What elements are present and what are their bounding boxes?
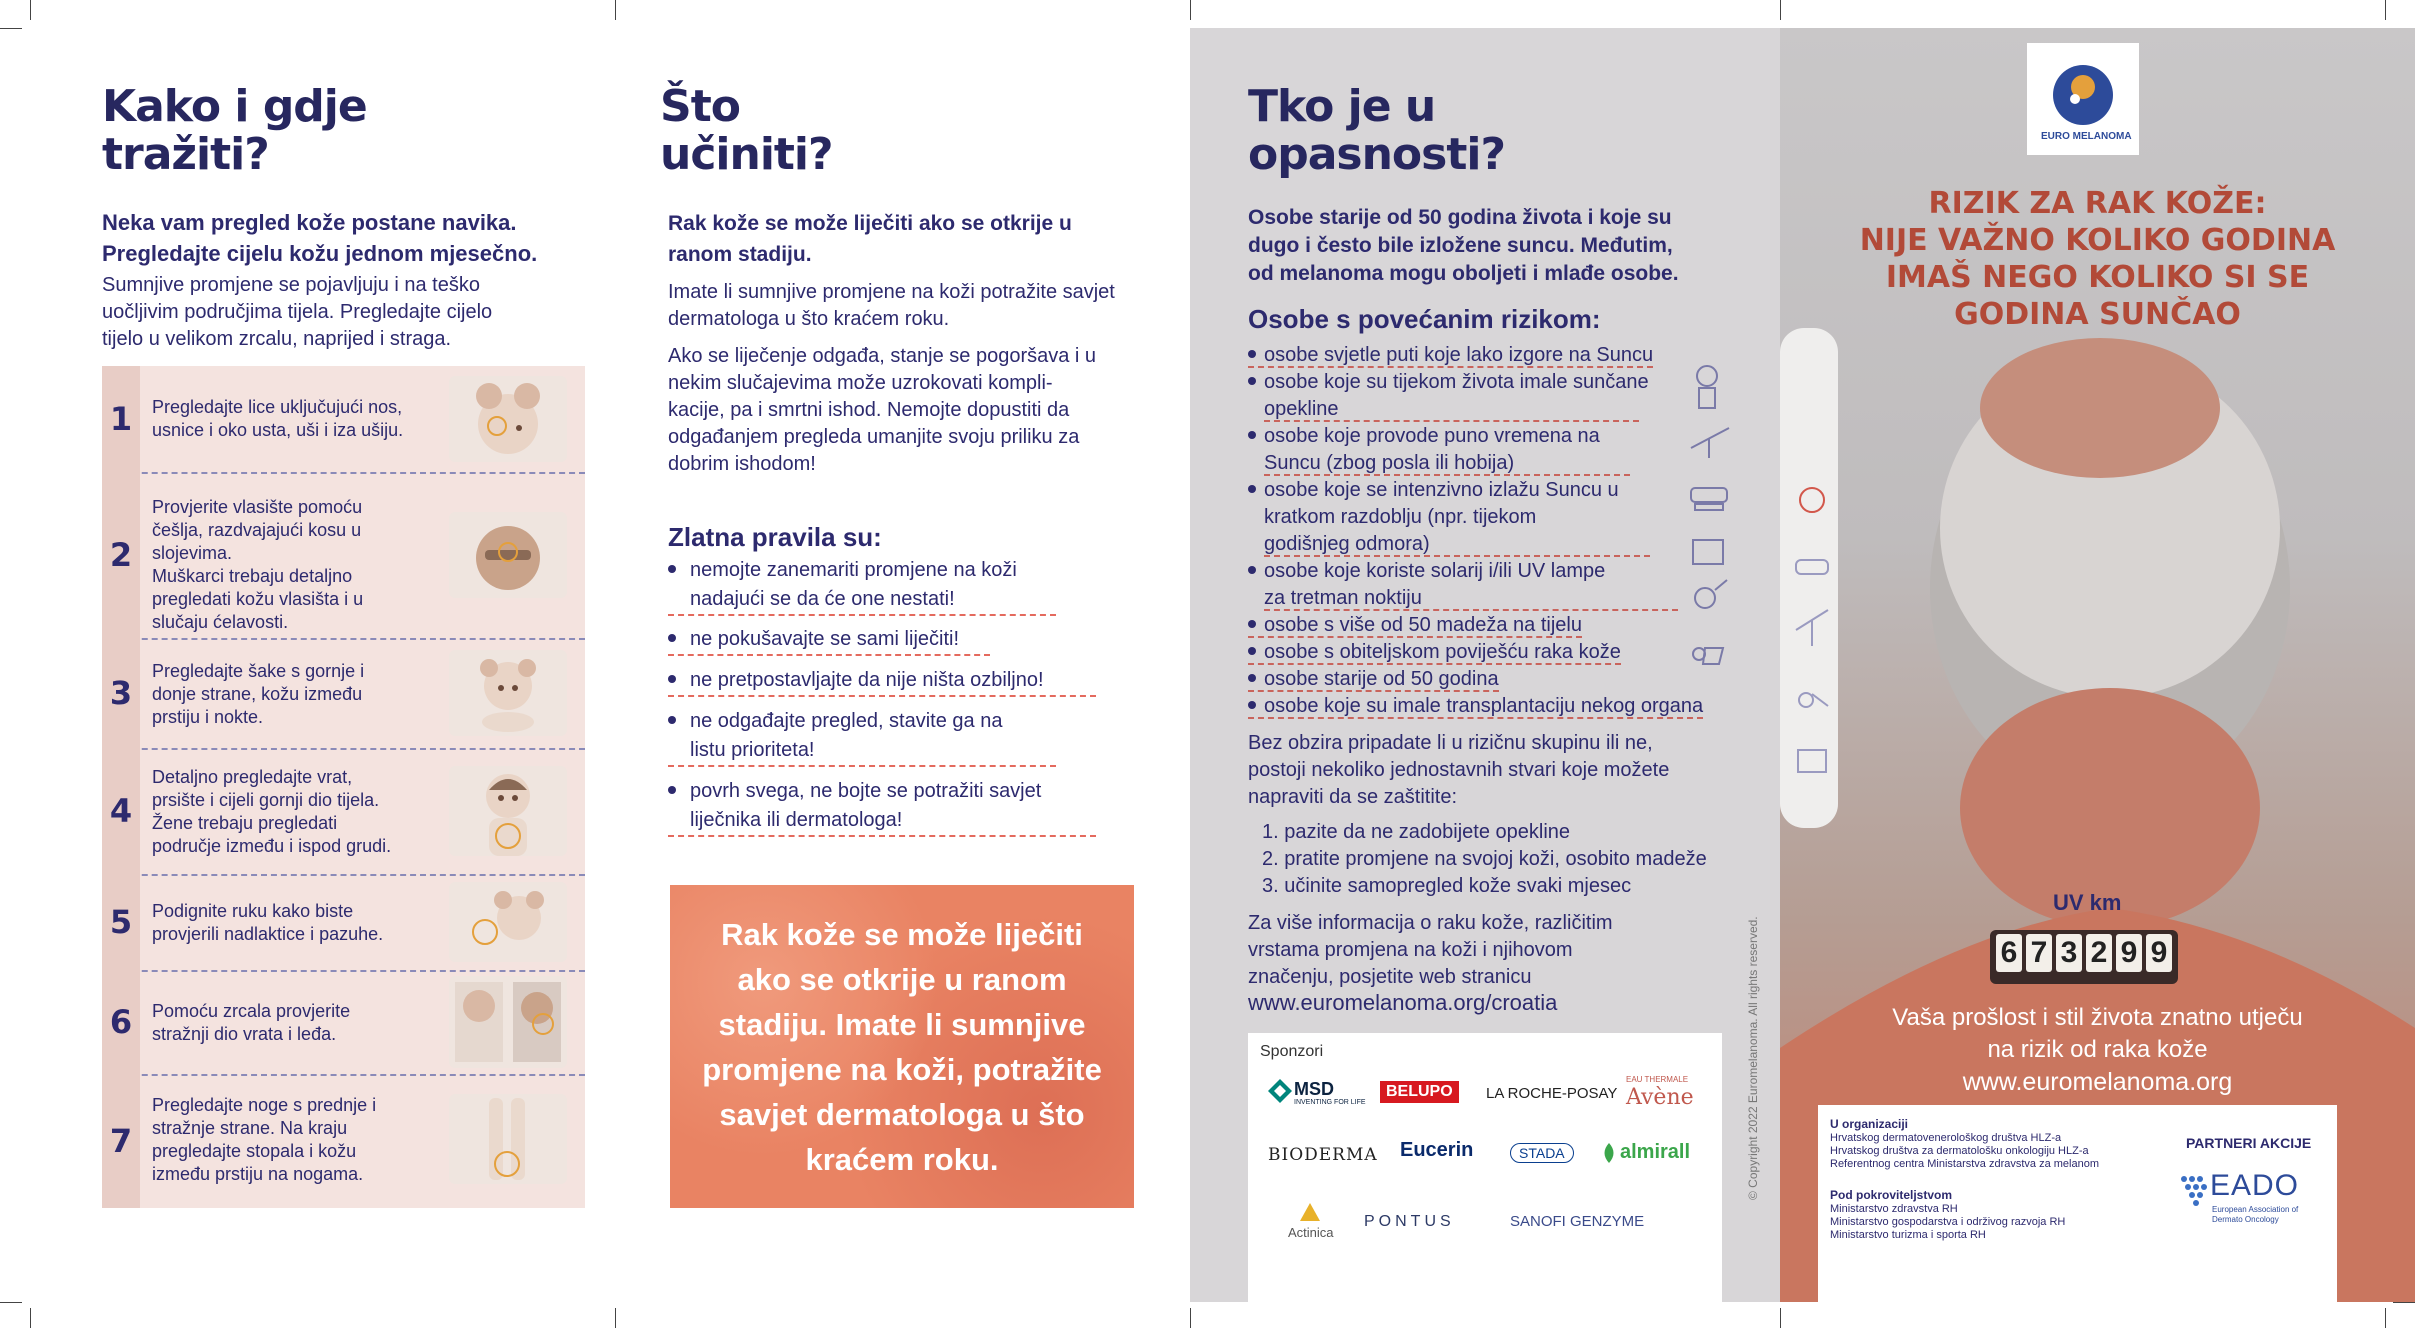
- step-item: [102, 366, 585, 474]
- step-item: [102, 970, 585, 1076]
- panel1-intro: Sumnjive promjene se pojavljuju i na teško uočljivim područjima tijela. Pregledajte cijelo tijelo u velikom zrcalu, naprijed i straga.: [102, 274, 493, 350]
- doll-scalp-illustration: [449, 512, 567, 598]
- crop-mark: [1190, 1308, 1191, 1328]
- sponsor-logo-eucerin: Eucerin: [1400, 1139, 1474, 1161]
- step-item: [102, 638, 585, 750]
- organizer-title: U organizaciji: [1830, 1117, 1909, 1131]
- callout-box: Rak kože se može liječiti ako se otkrije u ranom stadiju. Imate li sumnjive promjene na koži, potražite savjet dermatologa u što kraćem roku.: [670, 885, 1134, 1208]
- bullet-icon: [1248, 566, 1256, 574]
- bullet-icon: [1248, 701, 1256, 709]
- doll-face-illustration: [449, 376, 567, 462]
- step-number: 3: [102, 638, 140, 748]
- doll-torso-illustration: [449, 766, 567, 856]
- golden-rule: povrh svega, ne bojte se potražiti savjet liječnika ili dermatologa!: [668, 777, 1096, 837]
- doll-legs-illustration: [449, 1094, 567, 1184]
- steps-list: [102, 366, 585, 1208]
- bullet-icon: [668, 634, 676, 642]
- uv-digit: 9: [2116, 934, 2142, 972]
- bullet-icon: [1248, 485, 1256, 493]
- panel3-lead: Osobe starije od 50 godina života i koje su dugo i često bile izložene suncu. Međutim, od melanoma mogu oboljeti i mlađe osobe.: [1248, 206, 1679, 285]
- crop-mark: [2393, 1302, 2415, 1303]
- sponsor-logo-msd: MSD: [1294, 1079, 1334, 1099]
- uv-digit: 9: [2146, 934, 2172, 972]
- sponsor-logo-belupo: BELUPO: [1380, 1081, 1459, 1103]
- cover-headline: RIZIK ZA RAK KOŽE: NIJE VAŽNO KOLIKO GODINA IMAŠ NEGO KOLIKO SI SE GODINA SUNČAO: [1859, 186, 2336, 332]
- golden-rules-title: Zlatna pravila su:: [668, 522, 882, 552]
- sponsor-logo-stada: STADA: [1510, 1143, 1574, 1163]
- crop-mark: [30, 0, 31, 20]
- uv-km-label: UV km: [2053, 890, 2122, 915]
- uv-digit: 6: [1996, 934, 2022, 972]
- risk-pictograms-icon: [1685, 358, 1735, 688]
- sponsor-logo-actinica: Actinica: [1288, 1225, 1334, 1240]
- partners-box: [1818, 1105, 2337, 1302]
- bullet-icon: [668, 716, 676, 724]
- crop-mark: [2385, 0, 2386, 20]
- sponsor-logo-avene-tagline: EAU THERMALE: [1626, 1075, 1689, 1084]
- golden-rule: ne pokušavajte se sami liječiti!: [668, 625, 990, 656]
- protection-steps: 1. pazite da ne zadobijete opekline 2. pratite promjene na svojoj koži, osobito madeže 3. učinite samopregled kože svaki mjesec: [1262, 821, 1707, 897]
- step-number: 2: [102, 472, 140, 638]
- actinica-logo-icon: [1298, 1201, 1322, 1223]
- cover-icon-bar: [1790, 470, 1834, 795]
- crop-mark: [0, 28, 22, 29]
- doll-back-illustration: [449, 976, 567, 1068]
- partners-title: PARTNERI AKCIJE: [2186, 1135, 2312, 1151]
- sponsor-logo-avene: Avène: [1626, 1085, 1694, 1110]
- golden-rule: nemojte zanemariti promjene na koži nadajući se da će one nestati!: [668, 556, 1056, 616]
- cover-tagline: Vaša prošlost i stil života znatno utječu na rizik od raka kože: [1892, 1004, 2303, 1063]
- crop-mark: [0, 1302, 22, 1303]
- bullet-icon: [1248, 674, 1256, 682]
- uv-digit: 2: [2086, 934, 2112, 972]
- risk-item: osobe koje koriste solarij i/ili UV lampe za tretman noktiju: [1248, 558, 1678, 612]
- crop-mark: [1190, 0, 1191, 20]
- golden-rule: ne odgađajte pregled, stavite ga na listu prioriteta!: [668, 707, 1056, 767]
- crop-mark: [615, 0, 616, 20]
- step-text: Pregledajte lice uključujući nos, usnice i oko usta, uši i iza ušiju.: [152, 397, 404, 440]
- sponsor-logo-sanofi: SANOFI GENZYME: [1510, 1213, 1645, 1230]
- bullet-icon: [1248, 620, 1256, 628]
- crop-mark: [2385, 1308, 2386, 1328]
- uv-counter: [1990, 930, 2178, 984]
- risk-item: osobe s više od 50 madeža na tijelu: [1248, 612, 1678, 639]
- crop-mark: [1780, 0, 1781, 20]
- almirall-logo-icon: [1598, 1139, 1620, 1167]
- bullet-icon: [1248, 431, 1256, 439]
- eado-dots-icon: [2178, 1171, 2208, 1211]
- risk-title: Osobe s povećanim rizikom:: [1248, 304, 1601, 334]
- step-item: [102, 874, 585, 972]
- bullet-icon: [1248, 377, 1256, 385]
- sponsor-logo-larocheposay: LA ROCHE-POSAY: [1486, 1085, 1618, 1102]
- risk-item: osobe koje provode puno vremena na Suncu (zbog posla ili hobija): [1248, 423, 1678, 477]
- eado-logo: EADO: [2210, 1169, 2300, 1202]
- risk-item: osobe koje su imale transplantaciju nekog organa: [1248, 693, 1678, 720]
- step-text: Provjerite vlasište pomoću češlja, razdvajajući kosu u slojevima. Muškarci trebaju detaljno pregledati kožu vlasišta i u slučaju ćelavosti.: [152, 497, 364, 632]
- eado-subtitle: European Association of Dermato Oncology: [2212, 1205, 2299, 1224]
- panel2-title: Što učiniti?: [660, 81, 833, 180]
- step-text: Pregledajte noge s prednje i stražnje strane. Na kraju pregledajte stopala i kožu između prstiju na nogama.: [152, 1095, 377, 1184]
- step-text: Pregledajte šake s gornje i donje strane, kožu između prstiju i nokte.: [152, 661, 365, 727]
- bullet-icon: [1248, 647, 1256, 655]
- panel3-url-link[interactable]: www.euromelanoma.org/croatia: [1248, 990, 1558, 1015]
- crop-mark: [1780, 1308, 1781, 1328]
- risk-list: [1248, 342, 1704, 720]
- sun-exposure-icons: [1790, 470, 1834, 790]
- step-text: Detaljno pregledajte vrat, prsište i cijeli gornji dio tijela. Žene trebaju pregledati područje između i ispod grudi.: [152, 767, 392, 856]
- risk-item: osobe koje su tijekom života imale sunčane opekline: [1248, 369, 1678, 423]
- sponsor-logo-msd-tagline: INVENTING FOR LIFE: [1294, 1099, 1366, 1106]
- golden-rule: ne pretpostavljajte da nije ništa ozbiljno!: [668, 666, 1096, 697]
- bullet-icon: [1248, 350, 1256, 358]
- bullet-icon: [668, 786, 676, 794]
- panel3-title: Tko je u opasnosti?: [1248, 81, 1505, 180]
- risk-item: osobe starije od 50 godina: [1248, 666, 1678, 693]
- doll-hands-illustration: [449, 650, 567, 736]
- organizer-list: Hrvatskog dermatovenerološkog društva HLZ-a Hrvatskog društva za dermatološku onkologiju HLZ-a Referentnog centra Ministarstva zdravstva za melanom: [1830, 1132, 2100, 1170]
- step-number: 5: [102, 874, 140, 970]
- bullet-icon: [668, 565, 676, 573]
- step-number: 7: [102, 1074, 140, 1208]
- step-text: Pomoću zrcala provjerite stražnji dio vrata i leđa.: [152, 1001, 351, 1044]
- risk-item: osobe svjetle puti koje lako izgore na Suncu: [1248, 342, 1678, 369]
- sponsor-logo-almirall: almirall: [1620, 1141, 1691, 1163]
- doll-arm-illustration: [449, 882, 567, 962]
- uv-digit: 7: [2026, 934, 2052, 972]
- panel3-protection-intro: Bez obzira pripadate li u rizičnu skupinu ili ne, postoji nekoliko jednostavnih stvari koje možete napraviti da se zaštitite:: [1248, 732, 1670, 808]
- risk-item: osobe s obiteljskom poviješću raka kože: [1248, 639, 1678, 666]
- copyright-text: © Copyright 2022 Euromelanoma. All rights reserved.: [1746, 916, 1760, 1200]
- cover-url-link[interactable]: www.euromelanoma.org: [1962, 1068, 2233, 1096]
- sponsors-label: Sponzori: [1260, 1043, 1324, 1060]
- patron-list: Ministarstvo zdravstva RH Ministarstvo gospodarstva i održivog razvoja RH Ministarstvo turizma i sporta RH: [1830, 1203, 2066, 1241]
- euro-melanoma-logo: EURO MELANOMA: [2027, 43, 2139, 155]
- step-number: 1: [102, 366, 140, 472]
- uv-digit: 3: [2056, 934, 2082, 972]
- step-number: 4: [102, 748, 140, 874]
- risk-item: osobe koje se intenzivno izlažu Suncu u kratkom razdoblju (npr. tijekom godišnjeg odmora): [1248, 477, 1678, 558]
- step-item: [102, 472, 585, 640]
- panel2-paragraph-1: Imate li sumnjive promjene na koži potražite savjet dermatologa u što kraćem roku.: [668, 281, 1115, 330]
- bullet-icon: [668, 675, 676, 683]
- step-item: [102, 1074, 585, 1208]
- sponsor-logo-bioderma: BIODERMA: [1268, 1145, 1378, 1165]
- step-item: [102, 748, 585, 876]
- crop-mark: [30, 1308, 31, 1328]
- step-number: 6: [102, 970, 140, 1074]
- panel1-title: Kako i gdje tražiti?: [102, 81, 367, 180]
- panel2-lead: Rak kože se može liječiti ako se otkrije u ranom stadiju.: [668, 212, 1072, 266]
- step-text: Podignite ruku kako biste provjerili nadlaktice i pazuhe.: [152, 901, 384, 944]
- sponsors-box: [1248, 1033, 1722, 1302]
- panel1-lead: Neka vam pregled kože postane navika. Pregledajte cijelu kožu jednom mjesečno.: [102, 210, 538, 266]
- sponsor-logo-pontus: PONTUS: [1364, 1213, 1455, 1230]
- panel2-paragraph-2: Ako se liječenje odgađa, stanje se pogoršava i u nekim slučajevima može uzrokovati kompli- kacije, pa i smrtni ishod. Nemojte dopustiti da odgađanjem pregleda umanjite svoju priliku za dobrim ishodom!: [668, 345, 1097, 475]
- risk-icons-column: [1685, 358, 1735, 693]
- patron-title: Pod pokroviteljstvom: [1830, 1188, 1953, 1202]
- crop-mark: [615, 1308, 616, 1328]
- panel3-info: Za više informacija o raku kože, različitim vrstama promjena na koži i njihovom značenju, posjetite web stranicu: [1248, 912, 1613, 988]
